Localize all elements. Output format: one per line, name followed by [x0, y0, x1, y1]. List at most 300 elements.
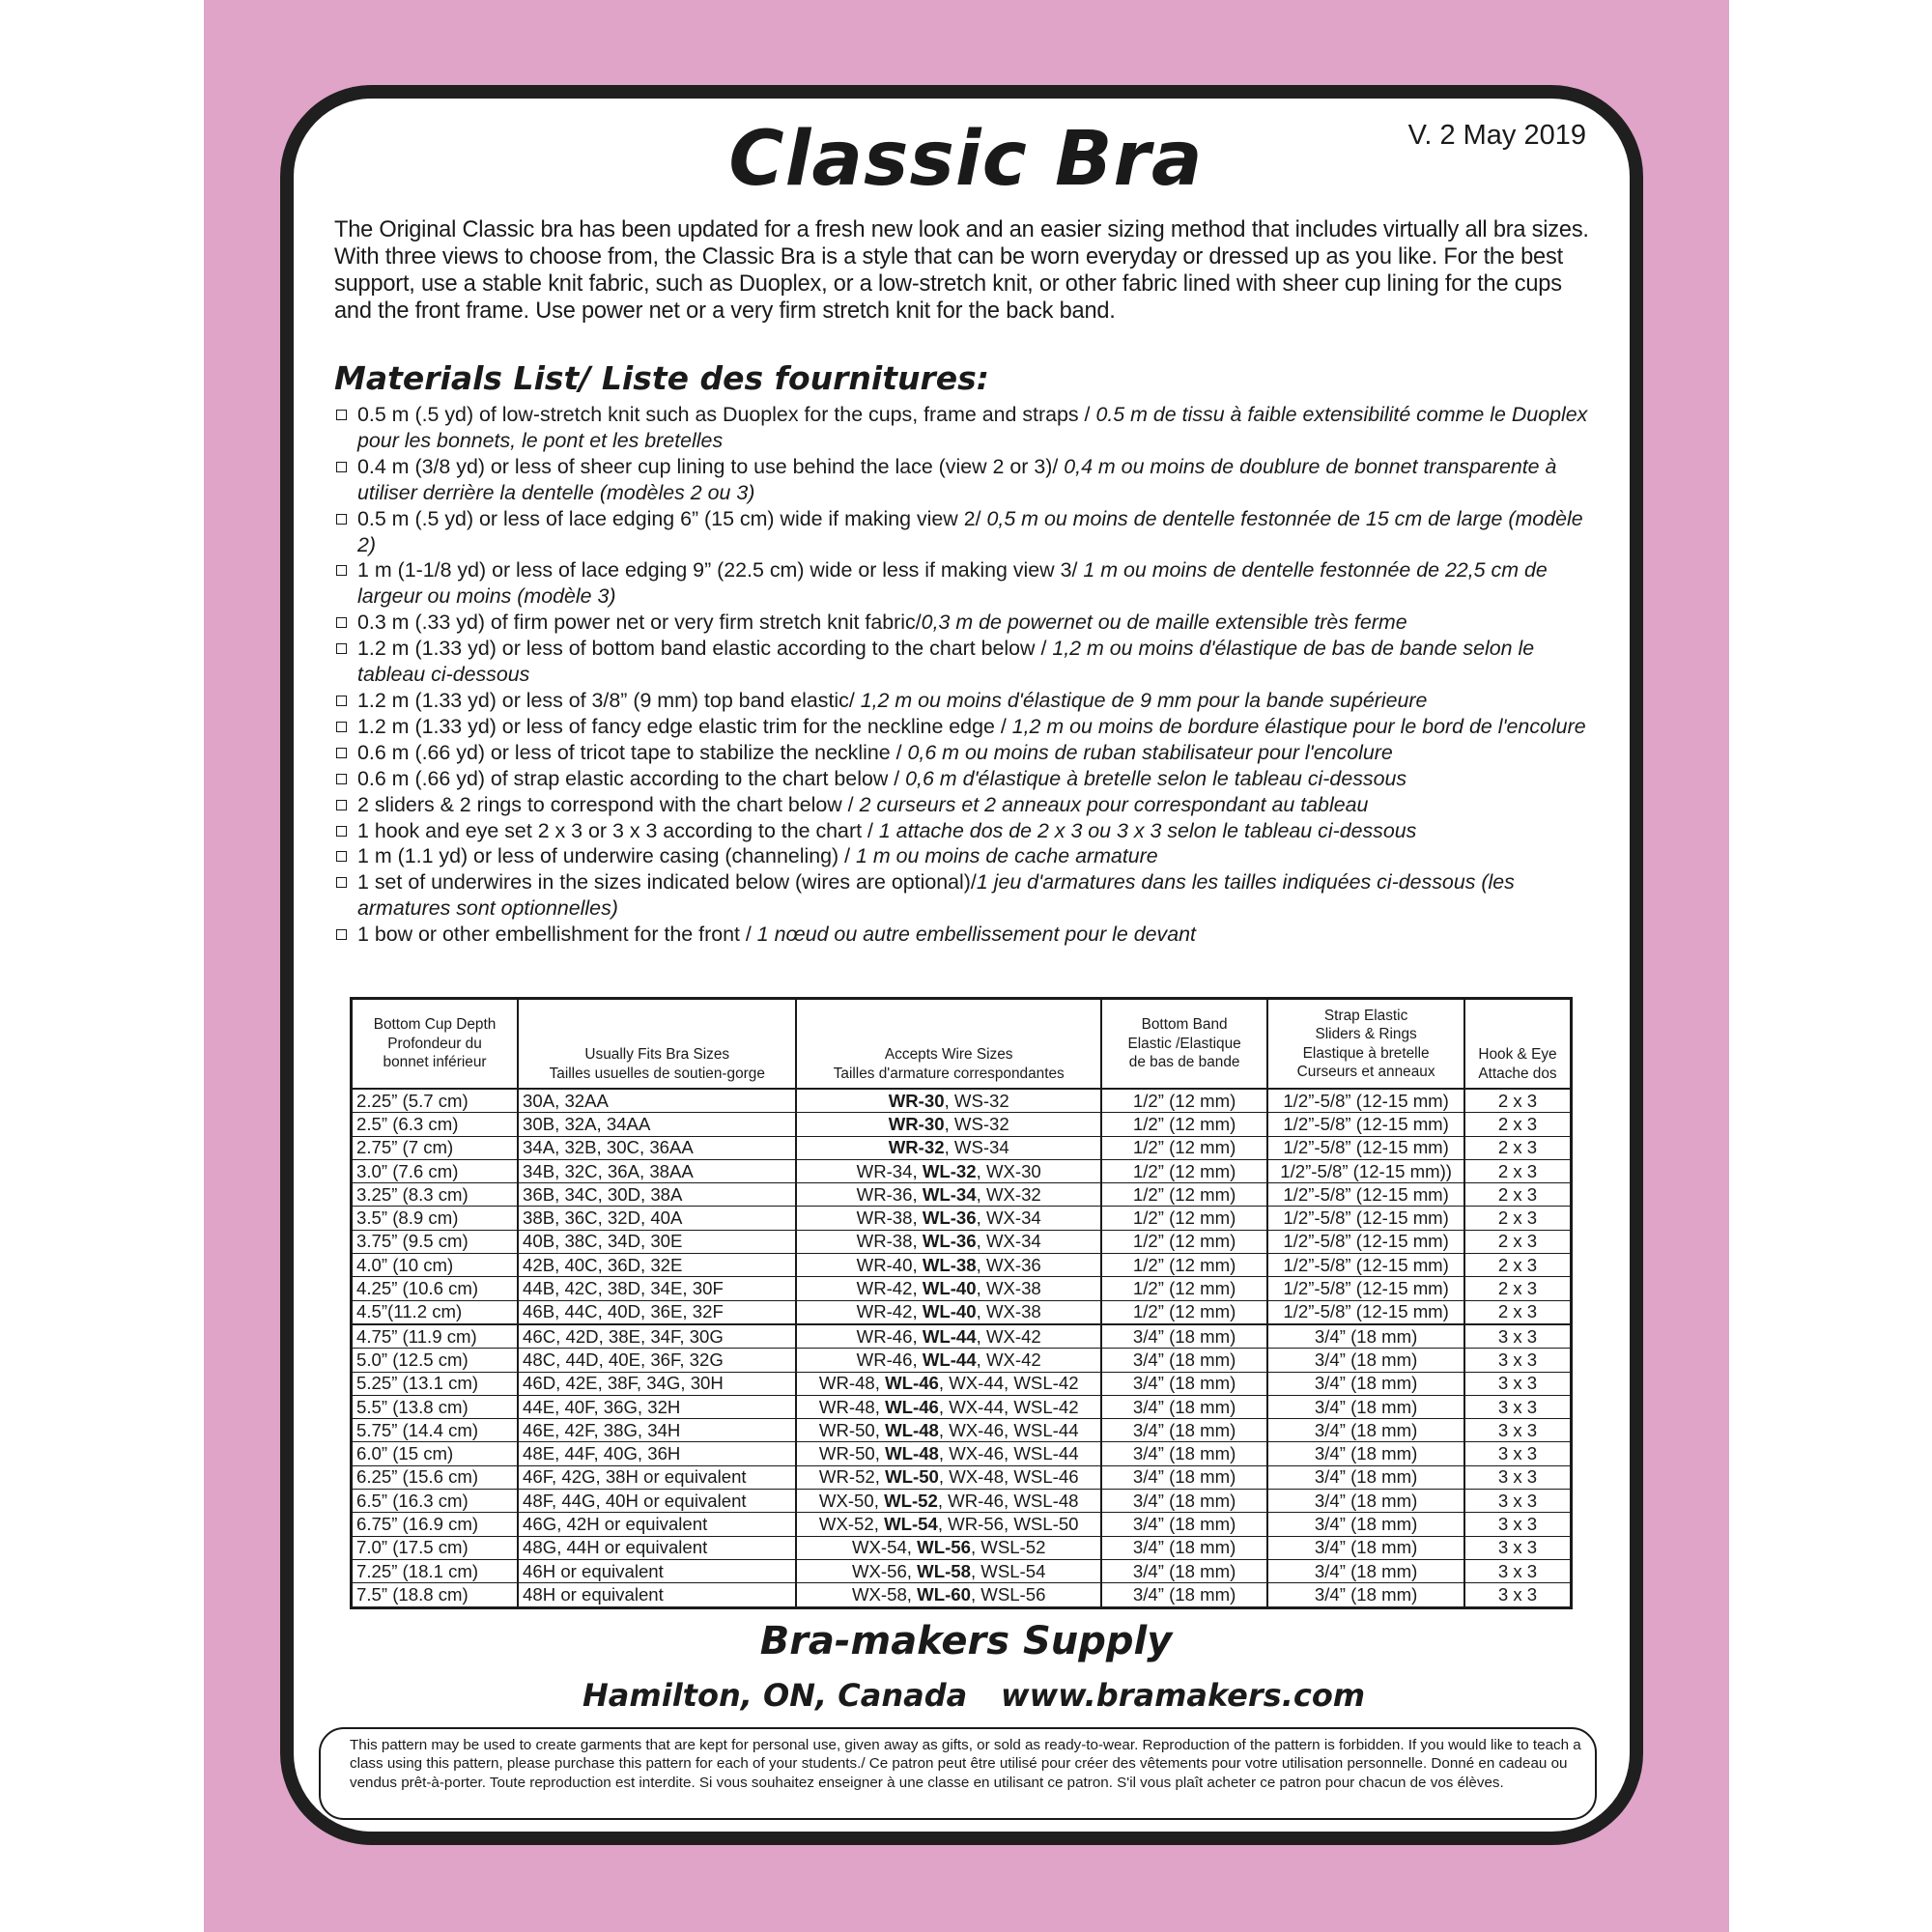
wire-size-alt: , WX-34 [976, 1231, 1041, 1252]
materials-item [334, 506, 1605, 558]
materials-item-french: 1 m ou moins de cache armature [856, 844, 1158, 868]
header-line: de bas de bande [1128, 1054, 1240, 1071]
wire-size-alt: WR-46, [856, 1325, 923, 1347]
materials-item-french: 1,2 m ou moins de bordure élastique pour le bord de l'encolure [1011, 714, 1586, 738]
intro-paragraph: The Original Classic bra has been updated for a fresh new look and an easier sizing method that includes virtually all bra sizes. With three views to choose from, the Classic Bra is a style that can be worn everyday or dressed up as you like. For the best support, use a stable knit fabric, such as Duoplex, or a low-stretch knit, or other fabric lined with sheer cup lining for the cups and the front frame. Use power net or a very firm stretch knit for the back band. [334, 217, 1589, 324]
cell-strap-elastic: 1/2”-5/8” (12-15 mm) [1267, 1277, 1464, 1300]
cell-hook-eye: 3 x 3 [1464, 1442, 1572, 1465]
cell-cup-depth: 6.75” (16.9 cm) [352, 1513, 519, 1536]
materials-item-french: 0,6 m ou moins de ruban stabilisateur pour l'encolure [907, 740, 1393, 764]
cell-wire-sizes [796, 1089, 1101, 1113]
wire-size-primary: WL-46 [885, 1373, 939, 1394]
header-line: Hook & Eye [1478, 1046, 1557, 1063]
table-header-row [352, 999, 1572, 1090]
copyright-notice: This pattern may be used to create garments that are kept for personal use, given away as gifts, or sold as ready-to-wear. Reproduction of the pattern is forbidden. If you would like to teach a class using this pattern, please purchase this pattern for each of your students./ Ce patron peut être utilisé pour créer des vêtements pour votre utilisation personnelle. Donné en cadeau ou vendus prêt-à-porter. Toute reproduction est interdite. Si vous souhaitez enseigner à une classe en utilisant ce patron. S'il vous plaît acheter ce patron pour chacun de vos élèves. [319, 1727, 1597, 1820]
cell-band-elastic: 3/4” (18 mm) [1101, 1324, 1267, 1349]
wire-size-primary: WL-52 [884, 1490, 938, 1511]
checkbox-icon [336, 410, 347, 420]
cell-strap-elastic: 3/4” (18 mm) [1267, 1490, 1464, 1513]
cell-band-elastic: 1/2” (12 mm) [1101, 1254, 1267, 1277]
wire-size-primary: WL-54 [884, 1513, 938, 1534]
cell-strap-elastic: 1/2”-5/8” (12-15 mm) [1267, 1254, 1464, 1277]
table-row [352, 1230, 1572, 1253]
cell-strap-elastic: 1/2”-5/8” (12-15 mm)) [1267, 1159, 1464, 1182]
cell-band-elastic: 3/4” (18 mm) [1101, 1349, 1267, 1372]
wire-size-alt: , WX-46, WSL-44 [938, 1443, 1079, 1464]
cell-bra-sizes: 46D, 42E, 38F, 34G, 30H [518, 1372, 796, 1395]
table-row [352, 1254, 1572, 1277]
wire-size-alt: WR-34, [856, 1160, 923, 1181]
wire-size-alt: WX-50, [818, 1490, 885, 1511]
wire-size-alt: WR-50, [818, 1443, 886, 1464]
cell-hook-eye: 2 x 3 [1464, 1207, 1572, 1230]
materials-item-english: 0.3 m (.33 yd) of firm power net or very firm stretch knit fabric/ [357, 611, 922, 635]
materials-item-english: 1.2 m (1.33 yd) or less of fancy edge elastic trim for the neckline edge / [357, 714, 1012, 738]
header-line: Bottom Cup Depth [373, 1016, 497, 1034]
cell-cup-depth: 5.5” (13.8 cm) [352, 1395, 519, 1418]
table-row [352, 1465, 1572, 1489]
wire-size-primary: WL-48 [885, 1443, 939, 1464]
cell-wire-sizes [796, 1207, 1101, 1230]
table-row [352, 1536, 1572, 1559]
header-line: Bottom Band [1141, 1016, 1228, 1034]
table-row [352, 1159, 1572, 1182]
cell-hook-eye: 2 x 3 [1464, 1089, 1572, 1113]
cell-cup-depth: 6.25” (15.6 cm) [352, 1465, 519, 1489]
cell-band-elastic: 1/2” (12 mm) [1101, 1207, 1267, 1230]
header-line: Profondeur du [387, 1035, 482, 1052]
wire-size-alt: , WR-56, WSL-50 [937, 1513, 1079, 1534]
wire-size-alt: , WX-44, WSL-42 [938, 1396, 1079, 1417]
wire-size-alt: , WX-46, WSL-44 [938, 1419, 1079, 1440]
cell-bra-sizes: 46C, 42D, 38E, 34F, 30G [518, 1324, 796, 1349]
cell-bra-sizes: 46F, 42G, 38H or equivalent [518, 1465, 796, 1489]
materials-list [334, 402, 1605, 948]
materials-heading: Materials List/ Liste des fournitures: [334, 359, 989, 397]
cell-strap-elastic: 3/4” (18 mm) [1267, 1349, 1464, 1372]
wire-size-alt: , WS-34 [944, 1137, 1009, 1158]
wire-size-primary: WL-48 [885, 1419, 939, 1440]
table-row [352, 1277, 1572, 1300]
wire-size-alt: WX-56, [851, 1560, 918, 1581]
cell-hook-eye: 3 x 3 [1464, 1465, 1572, 1489]
materials-item-english: 0.6 m (.66 yd) or less of tricot tape to stabilize the neckline / [357, 740, 908, 764]
wire-size-primary: WL-32 [922, 1160, 977, 1181]
materials-item-french: 1 m ou moins de dentelle festonnée de 22,5 cm de largeur ou moins (modèle 3) [357, 558, 1548, 609]
cell-cup-depth: 6.0” (15 cm) [352, 1442, 519, 1465]
checkbox-icon [336, 774, 347, 784]
cell-band-elastic: 3/4” (18 mm) [1101, 1536, 1267, 1559]
materials-item-english: 1.2 m (1.33 yd) or less of 3/8” (9 mm) top band elastic/ [357, 688, 861, 712]
cell-wire-sizes [796, 1513, 1101, 1536]
wire-size-primary: WL-36 [922, 1231, 977, 1252]
cell-strap-elastic: 3/4” (18 mm) [1267, 1372, 1464, 1395]
header-cup-depth [352, 999, 519, 1090]
cell-wire-sizes [796, 1159, 1101, 1182]
cell-hook-eye: 3 x 3 [1464, 1324, 1572, 1349]
cell-band-elastic: 1/2” (12 mm) [1101, 1230, 1267, 1253]
cell-hook-eye: 3 x 3 [1464, 1395, 1572, 1418]
cell-wire-sizes [796, 1583, 1101, 1607]
wire-size-alt: , WX-34 [976, 1208, 1041, 1229]
materials-item-english: 0.4 m (3/8 yd) or less of sheer cup lining to use behind the lace (view 2 or 3)/ [357, 454, 1065, 478]
cell-band-elastic: 3/4” (18 mm) [1101, 1583, 1267, 1607]
cell-cup-depth: 6.5” (16.3 cm) [352, 1490, 519, 1513]
cell-strap-elastic: 1/2”-5/8” (12-15 mm) [1267, 1113, 1464, 1136]
wire-size-primary: WL-40 [922, 1301, 977, 1322]
materials-item [334, 688, 1605, 714]
wire-size-alt: WR-52, [818, 1466, 886, 1488]
header-line: Usually Fits Bra Sizes [584, 1046, 730, 1063]
cell-band-elastic: 1/2” (12 mm) [1101, 1089, 1267, 1113]
cell-hook-eye: 3 x 3 [1464, 1349, 1572, 1372]
cell-strap-elastic: 3/4” (18 mm) [1267, 1513, 1464, 1536]
materials-item-french: 1 attache dos de 2 x 3 ou 3 x 3 selon le tableau ci-dessous [878, 818, 1417, 842]
materials-item [334, 922, 1605, 948]
cell-bra-sizes: 30B, 32A, 34AA [518, 1113, 796, 1136]
materials-item-french: 1,2 m ou moins d'élastique de 9 mm pour la bande supérieure [860, 688, 1428, 712]
cell-hook-eye: 2 x 3 [1464, 1113, 1572, 1136]
cell-band-elastic: 1/2” (12 mm) [1101, 1159, 1267, 1182]
cell-hook-eye: 2 x 3 [1464, 1136, 1572, 1159]
wire-size-alt: , WX-38 [976, 1301, 1041, 1322]
cell-cup-depth: 3.0” (7.6 cm) [352, 1159, 519, 1182]
company-location: Hamilton, ON, Canada [582, 1677, 968, 1714]
materials-item-french: 0,5 m ou moins de dentelle festonnée de 15 cm de large (modèle 2) [357, 506, 1583, 556]
materials-item-english: 0.6 m (.66 yd) of strap elastic according to the chart below / [357, 766, 906, 790]
header-line: Accepts Wire Sizes [884, 1046, 1013, 1063]
cell-bra-sizes: 48F, 44G, 40H or equivalent [518, 1490, 796, 1513]
cell-bra-sizes: 48H or equivalent [518, 1583, 796, 1607]
website-link[interactable]: www.bramakers.com [1001, 1677, 1366, 1714]
cell-hook-eye: 2 x 3 [1464, 1159, 1572, 1182]
wire-size-alt: WR-48, [818, 1373, 886, 1394]
cell-band-elastic: 3/4” (18 mm) [1101, 1419, 1267, 1442]
table-row [352, 1583, 1572, 1607]
wire-size-alt: , WX-30 [976, 1160, 1041, 1181]
header-line: bonnet inférieur [383, 1054, 487, 1071]
cell-wire-sizes [796, 1559, 1101, 1582]
cell-wire-sizes [796, 1230, 1101, 1253]
cell-band-elastic: 3/4” (18 mm) [1101, 1372, 1267, 1395]
cell-strap-elastic: 3/4” (18 mm) [1267, 1442, 1464, 1465]
wire-size-alt: WX-52, [818, 1513, 885, 1534]
wire-size-alt: WR-42, [856, 1278, 923, 1299]
version-label: V. 2 May 2019 [1407, 120, 1586, 151]
cell-wire-sizes [796, 1113, 1101, 1136]
checkbox-icon [336, 643, 347, 654]
cell-band-elastic: 3/4” (18 mm) [1101, 1395, 1267, 1418]
cell-hook-eye: 2 x 3 [1464, 1300, 1572, 1324]
wire-size-alt: WR-38, [856, 1208, 923, 1229]
table-row [352, 1207, 1572, 1230]
table-row [352, 1419, 1572, 1442]
materials-item-english: 1 m (1.1 yd) or less of underwire casing (channeling) / [357, 844, 856, 868]
cell-wire-sizes [796, 1442, 1101, 1465]
header-line: Elastic /Elastique [1127, 1035, 1241, 1052]
header-line: Tailles usuelles de soutien-gorge [549, 1065, 765, 1082]
wire-size-primary: WL-50 [885, 1466, 939, 1488]
cell-strap-elastic: 1/2”-5/8” (12-15 mm) [1267, 1089, 1464, 1113]
cell-cup-depth: 2.75” (7 cm) [352, 1136, 519, 1159]
wire-size-alt: WR-40, [856, 1254, 923, 1275]
wire-size-alt: , WX-36 [976, 1254, 1041, 1275]
cell-bra-sizes: 46B, 44C, 40D, 36E, 32F [518, 1300, 796, 1324]
wire-size-alt: , WX-32 [976, 1183, 1041, 1205]
cell-cup-depth: 3.5” (8.9 cm) [352, 1207, 519, 1230]
header-wire-sizes [796, 999, 1101, 1090]
cell-band-elastic: 3/4” (18 mm) [1101, 1442, 1267, 1465]
cell-band-elastic: 1/2” (12 mm) [1101, 1183, 1267, 1207]
materials-item [334, 610, 1605, 636]
cell-hook-eye: 3 x 3 [1464, 1490, 1572, 1513]
cell-band-elastic: 3/4” (18 mm) [1101, 1513, 1267, 1536]
cell-band-elastic: 1/2” (12 mm) [1101, 1136, 1267, 1159]
table-row [352, 1300, 1572, 1324]
cell-bra-sizes: 40B, 38C, 34D, 30E [518, 1230, 796, 1253]
cell-hook-eye: 3 x 3 [1464, 1559, 1572, 1582]
cell-hook-eye: 3 x 3 [1464, 1513, 1572, 1536]
wire-size-alt: WR-36, [856, 1183, 923, 1205]
checkbox-icon [336, 877, 347, 888]
wire-size-primary: WL-46 [885, 1396, 939, 1417]
wire-size-alt: , WSL-56 [970, 1583, 1046, 1605]
header-line: Strap Elastic [1323, 1007, 1408, 1024]
wire-size-alt: WX-58, [851, 1583, 918, 1605]
table-row [352, 1442, 1572, 1465]
cell-bra-sizes: 42B, 40C, 36D, 32E [518, 1254, 796, 1277]
wire-size-primary: WR-32 [888, 1137, 945, 1158]
header-line: Attache dos [1478, 1065, 1557, 1082]
cell-wire-sizes [796, 1465, 1101, 1489]
table-row [352, 1349, 1572, 1372]
table-row [352, 1136, 1572, 1159]
company-name: Bra-makers Supply [759, 1619, 1173, 1663]
materials-item [334, 766, 1605, 792]
wire-size-primary: WL-56 [917, 1537, 971, 1558]
table-row [352, 1113, 1572, 1136]
wire-size-alt: , WX-48, WSL-46 [938, 1466, 1079, 1488]
cell-band-elastic: 3/4” (18 mm) [1101, 1465, 1267, 1489]
cell-strap-elastic: 1/2”-5/8” (12-15 mm) [1267, 1136, 1464, 1159]
wire-size-primary: WL-44 [922, 1349, 977, 1370]
cell-hook-eye: 3 x 3 [1464, 1583, 1572, 1607]
cell-hook-eye: 2 x 3 [1464, 1254, 1572, 1277]
cell-hook-eye: 2 x 3 [1464, 1277, 1572, 1300]
cell-wire-sizes [796, 1419, 1101, 1442]
header-hook-eye [1464, 999, 1572, 1090]
cell-cup-depth: 7.25” (18.1 cm) [352, 1559, 519, 1582]
cell-bra-sizes: 36B, 34C, 30D, 38A [518, 1183, 796, 1207]
cell-strap-elastic: 1/2”-5/8” (12-15 mm) [1267, 1183, 1464, 1207]
wire-size-primary: WL-60 [917, 1583, 971, 1605]
table-row [352, 1395, 1572, 1418]
wire-size-alt: WR-38, [856, 1231, 923, 1252]
cell-cup-depth: 3.75” (9.5 cm) [352, 1230, 519, 1253]
wire-size-alt: , WS-32 [944, 1113, 1009, 1134]
cell-cup-depth: 7.5” (18.8 cm) [352, 1583, 519, 1607]
table-row [352, 1372, 1572, 1395]
cell-cup-depth: 5.0” (12.5 cm) [352, 1349, 519, 1372]
cell-band-elastic: 3/4” (18 mm) [1101, 1559, 1267, 1582]
wire-size-alt: , WX-44, WSL-42 [938, 1373, 1079, 1394]
checkbox-icon [336, 696, 347, 706]
cell-band-elastic: 1/2” (12 mm) [1101, 1113, 1267, 1136]
header-line: Elastique à bretelle [1302, 1044, 1430, 1062]
materials-item [334, 714, 1605, 740]
materials-item-english: 1.2 m (1.33 yd) or less of bottom band elastic according to the chart below / [357, 637, 1053, 661]
wire-size-primary: WL-36 [922, 1208, 977, 1229]
materials-item [334, 636, 1605, 688]
cell-bra-sizes: 30A, 32AA [518, 1089, 796, 1113]
cell-bra-sizes: 46G, 42H or equivalent [518, 1513, 796, 1536]
wire-size-alt: , WX-42 [976, 1349, 1041, 1370]
header-band-elastic [1101, 999, 1267, 1090]
cell-hook-eye: 2 x 3 [1464, 1183, 1572, 1207]
wire-size-alt: , WS-32 [944, 1090, 1009, 1111]
checkbox-icon [336, 748, 347, 758]
header-line: Tailles d'armature correspondantes [833, 1065, 1065, 1082]
materials-item [334, 454, 1605, 506]
wire-size-alt: , WR-46, WSL-48 [937, 1490, 1079, 1511]
materials-item-french: 0,6 m d'élastique à bretelle selon le tableau ci-dessous [905, 766, 1407, 790]
wire-size-alt: WR-50, [818, 1419, 886, 1440]
cell-wire-sizes [796, 1395, 1101, 1418]
wire-size-primary: WL-58 [917, 1560, 971, 1581]
checkbox-icon [336, 722, 347, 732]
cell-cup-depth: 7.0” (17.5 cm) [352, 1536, 519, 1559]
wire-size-alt: , WSL-52 [970, 1537, 1046, 1558]
wire-size-primary: WR-30 [888, 1113, 945, 1134]
cell-wire-sizes [796, 1300, 1101, 1324]
checkbox-icon [336, 800, 347, 810]
materials-item [334, 843, 1605, 869]
cell-bra-sizes: 48G, 44H or equivalent [518, 1536, 796, 1559]
wire-size-alt: WR-46, [856, 1349, 923, 1370]
cell-cup-depth: 4.0” (10 cm) [352, 1254, 519, 1277]
cell-wire-sizes [796, 1183, 1101, 1207]
wire-size-alt: WR-42, [856, 1301, 923, 1322]
checkbox-icon [336, 565, 347, 576]
cell-band-elastic: 3/4” (18 mm) [1101, 1490, 1267, 1513]
header-bra-sizes [518, 999, 796, 1090]
wire-size-alt: , WSL-54 [970, 1560, 1046, 1581]
cell-bra-sizes: 34A, 32B, 30C, 36AA [518, 1136, 796, 1159]
header-line: Sliders & Rings [1315, 1026, 1417, 1042]
materials-item-english: 0.5 m (.5 yd) of low-stretch knit such as Duoplex for the cups, frame and straps / [357, 403, 1096, 426]
cell-bra-sizes: 48E, 44F, 40G, 36H [518, 1442, 796, 1465]
cell-bra-sizes: 48C, 44D, 40E, 36F, 32G [518, 1349, 796, 1372]
cell-wire-sizes [796, 1277, 1101, 1300]
checkbox-icon [336, 462, 347, 472]
cell-strap-elastic: 3/4” (18 mm) [1267, 1324, 1464, 1349]
materials-item [334, 869, 1605, 922]
cell-bra-sizes: 44E, 40F, 36G, 32H [518, 1395, 796, 1418]
cell-strap-elastic: 3/4” (18 mm) [1267, 1583, 1464, 1607]
wire-size-alt: , WX-38 [976, 1278, 1041, 1299]
materials-item-french: 0,3 m de powernet ou de maille extensible très ferme [921, 611, 1407, 635]
cell-wire-sizes [796, 1536, 1101, 1559]
materials-item [334, 792, 1605, 818]
cell-wire-sizes [796, 1324, 1101, 1349]
table-row [352, 1559, 1572, 1582]
cell-strap-elastic: 3/4” (18 mm) [1267, 1395, 1464, 1418]
table-row [352, 1490, 1572, 1513]
sizing-table [350, 997, 1573, 1609]
wire-size-primary: WR-30 [888, 1090, 945, 1111]
wire-size-primary: WL-34 [922, 1183, 977, 1205]
cell-wire-sizes [796, 1372, 1101, 1395]
cell-strap-elastic: 1/2”-5/8” (12-15 mm) [1267, 1207, 1464, 1230]
cell-hook-eye: 3 x 3 [1464, 1536, 1572, 1559]
cell-cup-depth: 3.25” (8.3 cm) [352, 1183, 519, 1207]
cell-wire-sizes [796, 1136, 1101, 1159]
table-row [352, 1089, 1572, 1113]
materials-item-french: 1,2 m ou moins d'élastique de bas de bande selon le tableau ci-dessous [357, 637, 1535, 687]
materials-item [334, 557, 1605, 610]
cell-bra-sizes: 46H or equivalent [518, 1559, 796, 1582]
wire-size-primary: WL-40 [922, 1278, 977, 1299]
checkbox-icon [336, 617, 347, 628]
cell-wire-sizes [796, 1349, 1101, 1372]
materials-item-english: 1 m (1-1/8 yd) or less of lace edging 9” (22.5 cm) wide or less if making view 3/ [357, 558, 1084, 582]
materials-item [334, 818, 1605, 844]
cell-bra-sizes: 34B, 32C, 36A, 38AA [518, 1159, 796, 1182]
cell-strap-elastic: 3/4” (18 mm) [1267, 1536, 1464, 1559]
cell-bra-sizes: 38B, 36C, 32D, 40A [518, 1207, 796, 1230]
materials-item-french: 0,4 m ou moins de doublure de bonnet transparente à utiliser derrière la dentelle (modèles 2 ou 3) [357, 454, 1557, 504]
wire-size-primary: WL-44 [922, 1325, 977, 1347]
materials-item-english: 1 hook and eye set 2 x 3 or 3 x 3 according to the chart / [357, 818, 879, 842]
wire-size-alt: WR-48, [818, 1396, 886, 1417]
cell-hook-eye: 3 x 3 [1464, 1372, 1572, 1395]
wire-size-alt: , WX-42 [976, 1325, 1041, 1347]
cell-cup-depth: 5.75” (14.4 cm) [352, 1419, 519, 1442]
checkbox-icon [336, 514, 347, 525]
cell-wire-sizes [796, 1254, 1101, 1277]
page-title: Classic Bra [728, 116, 1204, 203]
cell-strap-elastic: 3/4” (18 mm) [1267, 1419, 1464, 1442]
cell-hook-eye: 3 x 3 [1464, 1419, 1572, 1442]
table-row [352, 1513, 1572, 1536]
materials-item-french: 1 nœud ou autre embellissement pour le devant [756, 923, 1196, 947]
wire-size-primary: WL-38 [922, 1254, 977, 1275]
materials-item-french: 2 curseurs et 2 anneaux pour correspondant au tableau [859, 792, 1369, 816]
checkbox-icon [336, 851, 347, 862]
materials-item-english: 0.5 m (.5 yd) or less of lace edging 6” (15 cm) wide if making view 2/ [357, 506, 987, 530]
cell-cup-depth: 4.75” (11.9 cm) [352, 1324, 519, 1349]
checkbox-icon [336, 929, 347, 940]
cell-cup-depth: 2.5” (6.3 cm) [352, 1113, 519, 1136]
materials-item-english: 1 bow or other embellishment for the front / [357, 923, 757, 947]
materials-item-english: 1 set of underwires in the sizes indicated below (wires are optional)/ [357, 870, 977, 895]
materials-item [334, 402, 1605, 454]
cell-bra-sizes: 44B, 42C, 38D, 34E, 30F [518, 1277, 796, 1300]
materials-item [334, 740, 1605, 766]
cell-wire-sizes [796, 1490, 1101, 1513]
cell-hook-eye: 2 x 3 [1464, 1230, 1572, 1253]
cell-bra-sizes: 46E, 42F, 38G, 34H [518, 1419, 796, 1442]
header-line: Curseurs et anneaux [1296, 1064, 1435, 1080]
wire-size-alt: WX-54, [851, 1537, 918, 1558]
cell-band-elastic: 1/2” (12 mm) [1101, 1277, 1267, 1300]
checkbox-icon [336, 826, 347, 837]
cell-strap-elastic: 3/4” (18 mm) [1267, 1465, 1464, 1489]
materials-item-english: 2 sliders & 2 rings to correspond with the chart below / [357, 792, 860, 816]
cell-strap-elastic: 1/2”-5/8” (12-15 mm) [1267, 1300, 1464, 1324]
cell-band-elastic: 1/2” (12 mm) [1101, 1300, 1267, 1324]
table-row [352, 1324, 1572, 1349]
